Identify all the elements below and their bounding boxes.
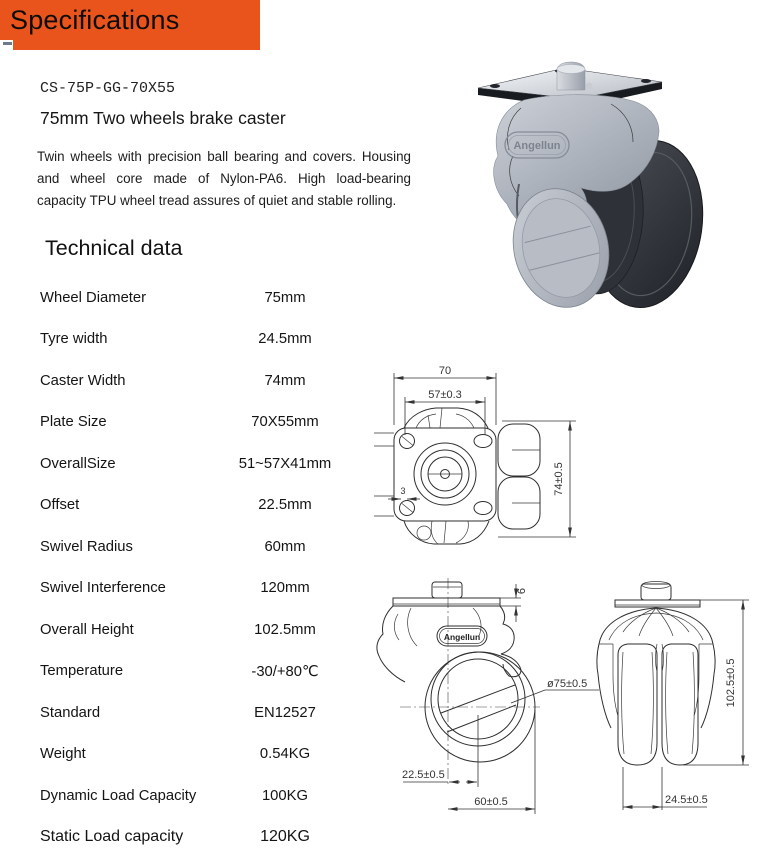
spec-value: 120mm [260, 580, 310, 597]
spec-label: Standard [40, 704, 101, 721]
spec-value: 51~57X41mm [238, 455, 332, 472]
spec-label: Offset [40, 497, 80, 514]
svg-text:ø75±0.5: ø75±0.5 [547, 678, 588, 690]
spec-value: 102.5mm [254, 621, 316, 638]
brand-badge: Angellun [513, 140, 561, 152]
spec-label: Swivel Radius [40, 538, 133, 555]
spec-value: 24.5mm [258, 331, 312, 348]
table-row [40, 651, 370, 693]
table-row [40, 319, 370, 361]
svg-text:22.5±0.5: 22.5±0.5 [402, 769, 445, 781]
table-row [40, 775, 370, 817]
spec-label: Dynamic Load Capacity [40, 787, 197, 804]
svg-text:6: 6 [516, 587, 528, 595]
table-row [40, 485, 370, 527]
table-row [40, 277, 370, 319]
svg-text:60±0.5: 60±0.5 [474, 796, 508, 808]
spec-value: EN12527 [254, 704, 316, 721]
svg-text:Angellun: Angellun [443, 632, 481, 642]
table-row [40, 568, 370, 610]
spec-value: 60mm [264, 538, 306, 555]
spec-label: Temperature [40, 663, 124, 680]
table-row [40, 443, 370, 485]
table-row [40, 526, 370, 568]
spec-value: 70X55mm [251, 414, 319, 431]
spec-value: 22.5mm [258, 497, 312, 514]
spec-label: Wheel Diameter [40, 289, 147, 306]
top-view-drawing [372, 353, 672, 575]
front-view-drawing [583, 560, 766, 822]
svg-text:24.5±0.5: 24.5±0.5 [665, 794, 708, 806]
table-row [40, 402, 370, 444]
page-title: Specifications [10, 5, 180, 35]
spec-label: Caster Width [40, 372, 126, 389]
spec-value: 120KG [260, 828, 310, 846]
svg-text:3: 3 [400, 486, 406, 496]
product-code: CS-75P-GG-70X55 [40, 80, 176, 97]
spec-label: Swivel Interference [40, 580, 166, 597]
spec-label: Overall Height [40, 621, 134, 638]
header-dash-mark [3, 42, 12, 45]
spec-label: Plate Size [40, 414, 107, 431]
table-row [40, 360, 370, 402]
side-view-drawing [353, 560, 603, 828]
svg-text:57±0.3: 57±0.3 [428, 389, 462, 401]
product-photo [461, 56, 761, 320]
table-row [40, 817, 370, 859]
spec-value: -30/+80℃ [251, 663, 319, 680]
spec-label: Static Load capacity [40, 828, 184, 846]
product-title: 75mm Two wheels brake caster [40, 108, 286, 128]
spec-value: 75mm [264, 289, 306, 306]
table-row [40, 692, 370, 734]
spec-label: Weight [40, 746, 86, 763]
svg-text:70: 70 [438, 365, 452, 377]
table-row [40, 609, 370, 651]
spec-label: OverallSize [40, 455, 116, 472]
spec-value: 0.54KG [259, 746, 311, 763]
spec-table [40, 277, 370, 858]
spec-value: 74mm [264, 372, 306, 389]
table-row [40, 734, 370, 776]
spec-value: 100KG [261, 787, 309, 804]
product-description: Twin wheels with precision ball bearing and covers. Housing and wheel core made of Nylon-PA6. High load-bearing capacity TPU wheel tread assures of quiet and stable rolling. [37, 149, 411, 208]
svg-text:102.5±0.5: 102.5±0.5 [725, 658, 737, 708]
spec-label: Tyre width [40, 331, 108, 348]
technical-data-heading: Technical data [45, 236, 183, 260]
svg-text:74±0.5: 74±0.5 [553, 462, 565, 496]
